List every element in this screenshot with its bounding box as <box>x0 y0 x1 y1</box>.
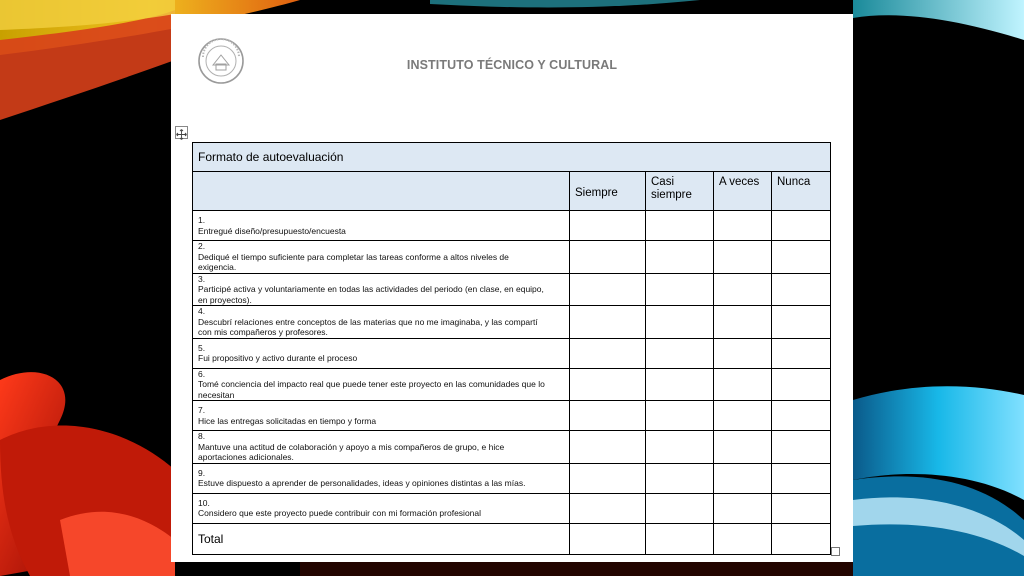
rating-cell[interactable] <box>570 368 646 401</box>
institution-name: INSTITUTO TÉCNICO Y CULTURAL <box>406 58 618 72</box>
table-resize-handle[interactable] <box>831 547 840 556</box>
rating-cell[interactable] <box>646 431 714 464</box>
rating-cell[interactable] <box>646 273 714 306</box>
item-text: Participé activa y voluntariamente en todas las actividades del periodo (en clase, en equipo, en proyectos). <box>198 284 544 305</box>
table-row <box>193 401 831 431</box>
header-casi-siempre: Casi siempre <box>646 172 714 211</box>
rating-cell[interactable] <box>714 368 772 401</box>
rating-cell[interactable] <box>646 211 714 241</box>
rating-cell[interactable] <box>570 306 646 339</box>
total-cell[interactable] <box>570 523 646 554</box>
item-text: Entregué diseño/presupuesto/encuesta <box>198 225 346 236</box>
rating-cell[interactable] <box>714 493 772 523</box>
rating-cell[interactable] <box>646 401 714 431</box>
rating-cell[interactable] <box>772 401 831 431</box>
item-number: 7. <box>198 405 206 415</box>
rating-cell[interactable] <box>714 211 772 241</box>
rating-cell[interactable] <box>570 493 646 523</box>
item-text: Descubrí relaciones entre conceptos de las materias que no me imaginaba, y las compartí con mis compañeros y profesores. <box>198 316 538 337</box>
rating-cell[interactable] <box>570 338 646 368</box>
rating-cell[interactable] <box>570 273 646 306</box>
item-number: 4. <box>198 306 206 316</box>
header-row <box>193 172 831 211</box>
rating-cell[interactable] <box>646 306 714 339</box>
item-text: Fui propositivo y activo durante el proceso <box>198 353 358 363</box>
rating-cell[interactable] <box>714 401 772 431</box>
item-text: Mantuve una actitud de colaboración y apoyo a mis compañeros de grupo, e hice aportaciones adicionales. <box>198 441 505 462</box>
item-number: 10. <box>198 497 210 508</box>
item-text: Tomé conciencia del impacto real que puede tener este proyecto en las comunidades que lo necesitan <box>198 379 545 400</box>
rating-cell[interactable] <box>714 241 772 274</box>
table-row <box>193 241 831 274</box>
table-row <box>193 273 831 306</box>
table-row <box>193 463 831 493</box>
table-row <box>193 306 831 339</box>
rating-cell[interactable] <box>570 241 646 274</box>
document-page <box>171 14 853 562</box>
rating-cell[interactable] <box>570 401 646 431</box>
total-cell[interactable] <box>772 523 831 554</box>
table-row <box>193 368 831 401</box>
rating-cell[interactable] <box>772 306 831 339</box>
item-number: 6. <box>198 368 206 379</box>
table-row <box>193 431 831 464</box>
item-number: 2. <box>198 241 206 251</box>
total-cell[interactable] <box>646 523 714 554</box>
rating-cell[interactable] <box>714 463 772 493</box>
item-number: 5. <box>198 342 206 353</box>
item-text: Dediqué el tiempo suficiente para completar las tareas conforme a altos niveles de exigencia. <box>198 251 509 272</box>
rating-cell[interactable] <box>772 368 831 401</box>
table-row <box>193 493 831 523</box>
item-text: Estuve dispuesto a aprender de personalidades, ideas y opiniones distintas a las mías. <box>198 478 526 488</box>
table-row <box>193 338 831 368</box>
table-title: Formato de autoevaluación <box>193 143 831 172</box>
rating-cell[interactable] <box>646 493 714 523</box>
header-blank <box>193 172 570 211</box>
rating-cell[interactable] <box>714 306 772 339</box>
header-nunca: Nunca <box>772 172 831 211</box>
self-evaluation-table <box>192 142 831 555</box>
item-number: 3. <box>198 273 206 284</box>
rating-cell[interactable] <box>772 493 831 523</box>
rating-cell[interactable] <box>714 273 772 306</box>
rating-cell[interactable] <box>772 431 831 464</box>
table-row <box>193 211 831 241</box>
item-number: 8. <box>198 431 206 441</box>
rating-cell[interactable] <box>714 431 772 464</box>
item-number: 1. <box>198 215 206 225</box>
total-cell[interactable] <box>714 523 772 554</box>
header-siempre: Siempre <box>570 172 646 211</box>
rating-cell[interactable] <box>570 463 646 493</box>
item-text: Considero que este proyecto puede contribuir con mi formación profesional <box>198 508 482 518</box>
rating-cell[interactable] <box>772 273 831 306</box>
item-text: Hice las entregas solicitadas en tiempo y forma <box>198 415 377 426</box>
move-arrows-icon <box>176 129 187 140</box>
table-move-handle[interactable] <box>175 126 188 139</box>
rating-cell[interactable] <box>772 338 831 368</box>
total-label: Total <box>193 523 570 554</box>
rating-cell[interactable] <box>646 368 714 401</box>
item-number: 9. <box>198 467 206 478</box>
rating-cell[interactable] <box>570 431 646 464</box>
rating-cell[interactable] <box>646 241 714 274</box>
total-row <box>193 523 831 554</box>
rating-cell[interactable] <box>646 463 714 493</box>
rating-cell[interactable] <box>714 338 772 368</box>
rating-cell[interactable] <box>570 211 646 241</box>
header-a-veces: A veces <box>714 172 772 211</box>
rating-cell[interactable] <box>772 211 831 241</box>
rating-cell[interactable] <box>772 463 831 493</box>
rating-cell[interactable] <box>772 241 831 274</box>
rating-cell[interactable] <box>646 338 714 368</box>
